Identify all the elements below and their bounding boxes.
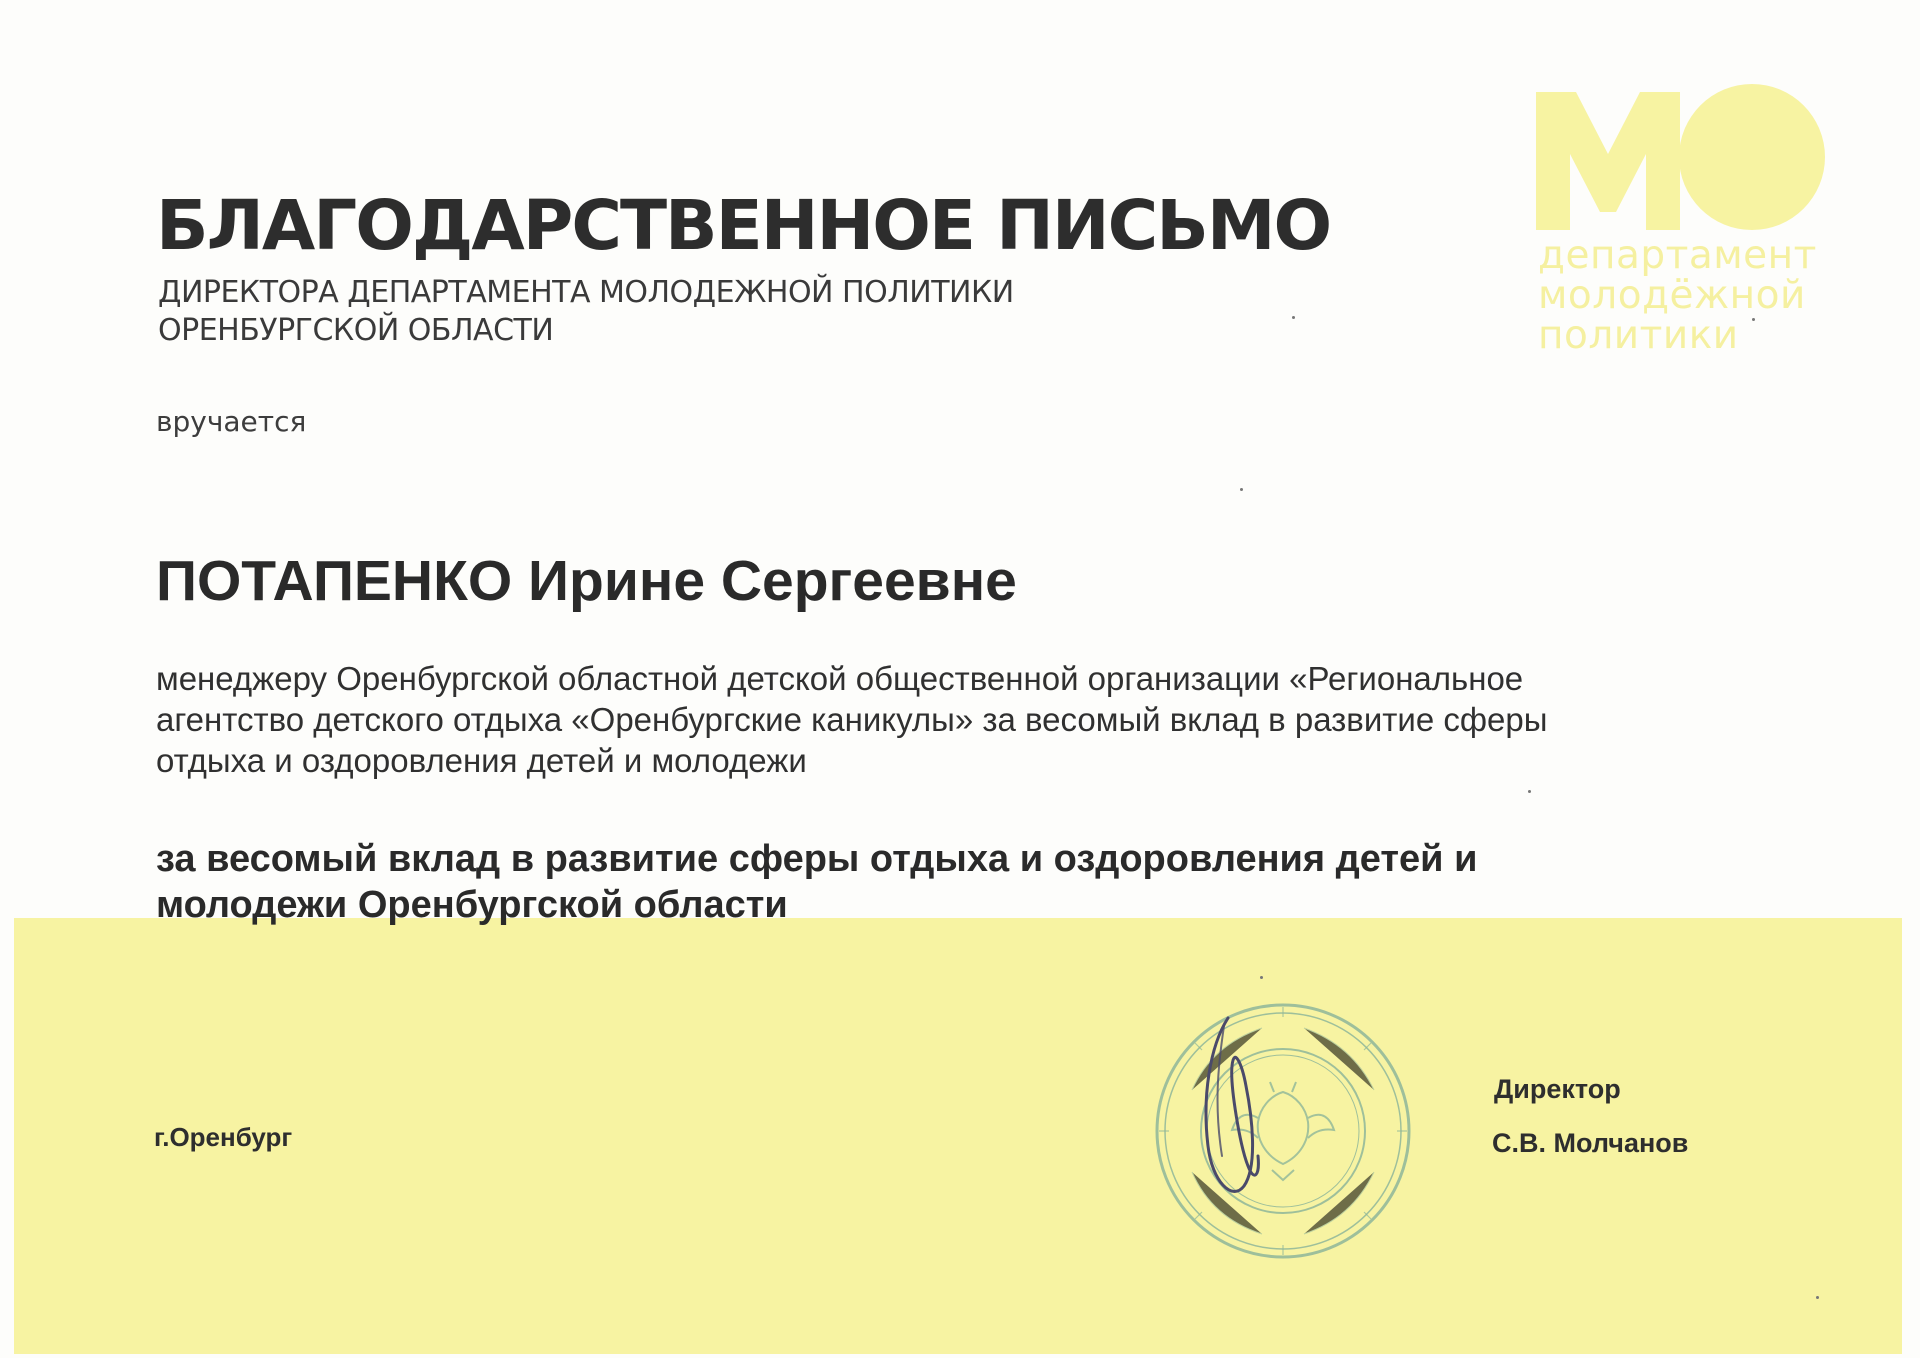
scan-speck	[1752, 318, 1755, 321]
description-line-3: отдыха и оздоровления детей и молодежи	[156, 742, 807, 779]
scan-speck	[1528, 790, 1531, 793]
mo-logo-icon	[1536, 84, 1826, 230]
director-signature-icon	[1188, 1006, 1298, 1206]
scan-speck	[1816, 1296, 1819, 1299]
reason-line-1: за весомый вклад в развитие сферы отдыха и оздоровления детей и	[156, 838, 1478, 880]
department-logo	[1536, 84, 1836, 374]
city-label: г.Оренбург	[154, 1122, 293, 1152]
logo-line-3: политики	[1538, 313, 1739, 358]
director-name: С.В. Молчанов	[1492, 1128, 1689, 1158]
logo-line-2: молодёжной	[1538, 273, 1806, 318]
reason-line-2: молодежи Оренбургской области	[156, 884, 788, 926]
awarded-label: вручается	[156, 405, 307, 438]
description-line-2: агентство детского отдыха «Оренбургские каникулы» за весомый вклад в развитие сферы	[156, 701, 1548, 738]
subtitle-line-2: ОРЕНБУРГСКОЙ ОБЛАСТИ	[158, 313, 554, 348]
director-title: Директор	[1494, 1074, 1621, 1104]
logo-line-1: департамент	[1538, 233, 1817, 278]
logo-caption	[1538, 233, 1817, 358]
document-subtitle	[158, 274, 1014, 350]
document-title: БЛАГОДАРСТВЕННОЕ ПИСЬМО	[156, 186, 1331, 266]
recipient-description	[156, 658, 1756, 781]
scan-speck	[1240, 488, 1243, 491]
award-reason	[156, 836, 1756, 928]
description-line-1: менеджеру Оренбургской областной детской общественной организации «Региональное	[156, 660, 1524, 697]
scan-speck	[1292, 316, 1295, 319]
recipient-name: ПОТАПЕНКО Ирине Сергеевне	[156, 549, 1017, 613]
scan-speck	[1260, 976, 1263, 979]
subtitle-line-1: ДИРЕКТОРА ДЕПАРТАМЕНТА МОЛОДЕЖНОЙ ПОЛИТИКИ	[158, 275, 1014, 310]
